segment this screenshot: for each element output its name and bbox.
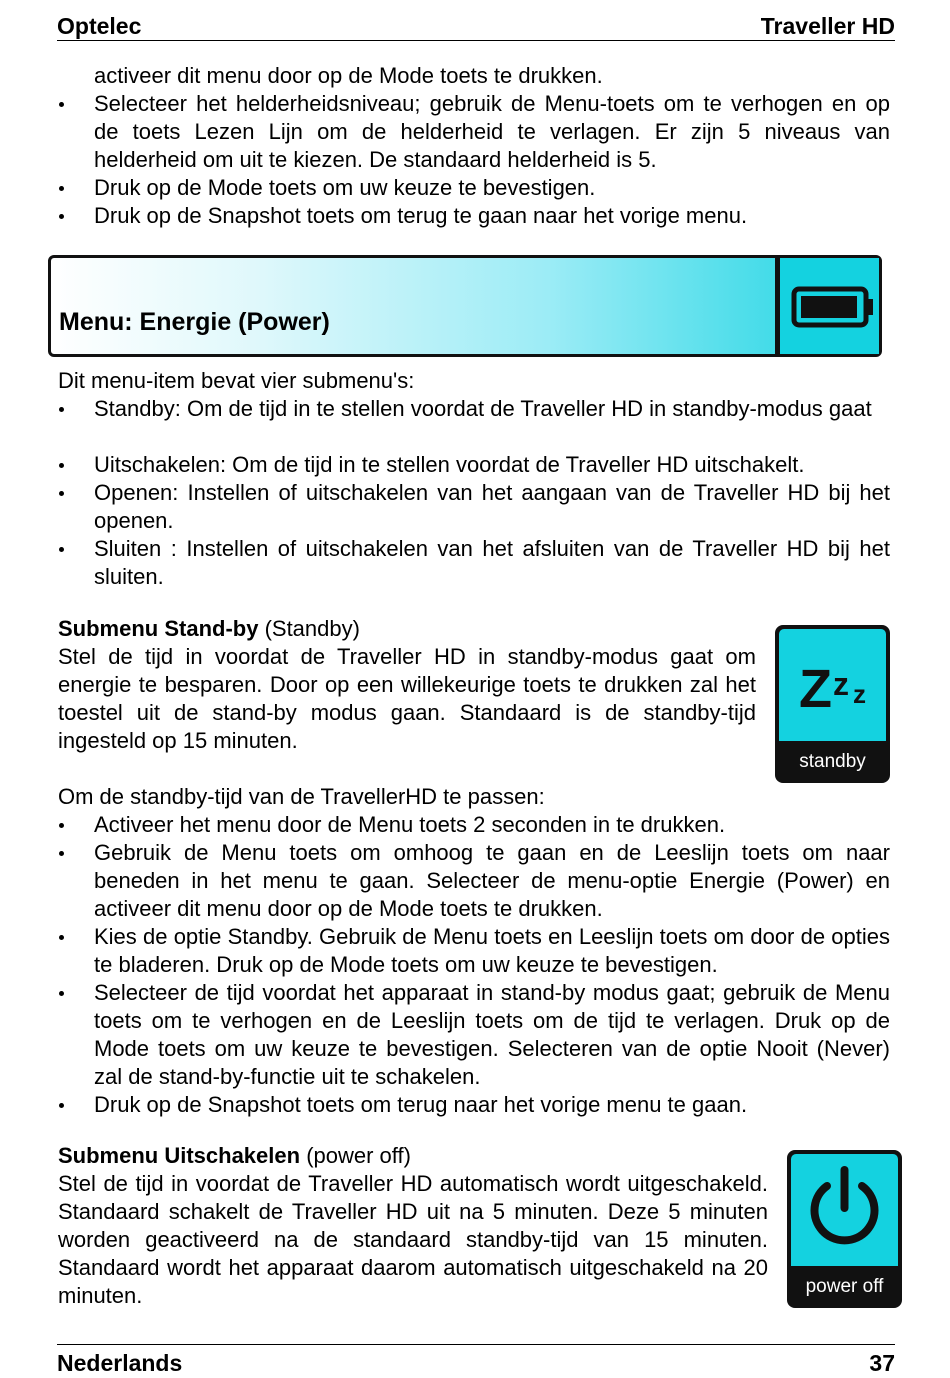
section-banner: [48, 255, 882, 357]
banner-icon-box: [780, 258, 879, 354]
list-item: Druk op de Mode toets om uw keuze te bevestigen.: [94, 174, 890, 202]
standby-caption: standby: [799, 751, 866, 772]
list-item: Activeer het menu door de Menu toets 2 seconden in te drukken.: [94, 811, 890, 839]
svg-text:z: z: [833, 666, 849, 702]
poweroff-paragraph: Stel de tijd in voordat de Traveller HD automatisch wordt uitgeschakeld. Standaard schakelt de Traveller HD uit na 5 minuten. Deze 5 minuten worden geactiveerd na de standaard standby-tijd van 15 minuten. Standaard wordt het apparaat daarom automatisch uitgeschakeld na 20 minuten.: [58, 1171, 768, 1308]
list-item: Gebruik de Menu toets om omhoog te gaan en de Leeslijn toets om naar beneden in het menu te gaan. Selecteer de menu-optie Energie (Power) en activeer dit menu door op de Mode toets te drukken.: [94, 840, 890, 921]
list-item: Sluiten : Instellen of uitschakelen van het afsluiten van de Traveller HD bij het sluiten.: [94, 536, 890, 589]
section-title: Menu: Energie (Power): [59, 308, 330, 336]
header-brand: Optelec: [57, 13, 142, 39]
list-item: Standby: Om de tijd in te stellen voordat de Traveller HD in standby-modus gaat: [94, 395, 890, 423]
page-number: 37: [869, 1350, 895, 1376]
poweroff-tile-face: [791, 1154, 898, 1266]
battery-icon: [780, 258, 880, 354]
list-item: Druk op de Snapshot toets om terug naar het vorige menu te gaan.: [94, 1091, 890, 1119]
svg-text:z: z: [853, 679, 866, 709]
list-item: Selecteer de tijd voordat het apparaat in stand-by modus gaat; gebruik de Menu toets om te verhogen en de Leeslijn toets om de tijd te verlagen. Druk op de Mode toets om uw keuze te bevestigen. Selecteren van de optie Nooit (Never) zal de stand-by-functie uit te schakelen.: [94, 980, 890, 1089]
list-item: Openen: Instellen of uitschakelen van het aangaan van de Traveller HD bij het openen.: [94, 480, 890, 533]
list-item: Selecteer het helderheidsniveau; gebruik de Menu-toets om te verhogen en op de toets Lezen Lijn om de helderheid te verlagen. Er zijn 5 niveaus van helderheid om uit te kiezen. De standaard helderheid is 5.: [94, 91, 890, 172]
list-item: Uitschakelen: Om de tijd in te stellen voordat de Traveller HD uitschakelt.: [94, 451, 890, 479]
header-product: Traveller HD: [760, 13, 895, 39]
zzz-icon: [779, 629, 886, 741]
page-header: [57, 10, 895, 41]
power-icon: [791, 1154, 898, 1266]
list-item: Druk op de Snapshot toets om terug te gaan naar het vorige menu.: [94, 202, 890, 230]
svg-text:Z: Z: [799, 659, 832, 719]
poweroff-heading: Submenu Uitschakelen (power off): [58, 1143, 411, 1168]
footer-language: Nederlands: [57, 1350, 183, 1376]
list-item: Kies de optie Standby. Gebruik de Menu toets en Leeslijn toets om door de opties te bladeren. Druk op de Mode toets om uw keuze te bevestigen.: [94, 924, 890, 977]
continuation-text: activeer dit menu door op de Mode toets te drukken.: [94, 63, 603, 88]
standby-tile-face: [779, 629, 886, 741]
standby-paragraph: Stel de tijd in voordat de Traveller HD in standby-modus gaat om energie te besparen. Door op een willekeurige toets te drukken zal het toestel uit de stand-by modus gaan. Standaard is de standby-tijd ingesteld op 15 minuten.: [58, 644, 756, 753]
poweroff-caption: power off: [805, 1276, 884, 1297]
standby-steps-intro: Om de standby-tijd van de TravellerHD te passen:: [58, 784, 545, 809]
standby-tile: [775, 625, 890, 783]
standby-heading: Submenu Stand-by (Standby): [58, 616, 360, 641]
poweroff-tile: [787, 1150, 902, 1308]
page-footer: [57, 1344, 895, 1377]
intro-text: Dit menu-item bevat vier submenu's:: [58, 368, 415, 393]
